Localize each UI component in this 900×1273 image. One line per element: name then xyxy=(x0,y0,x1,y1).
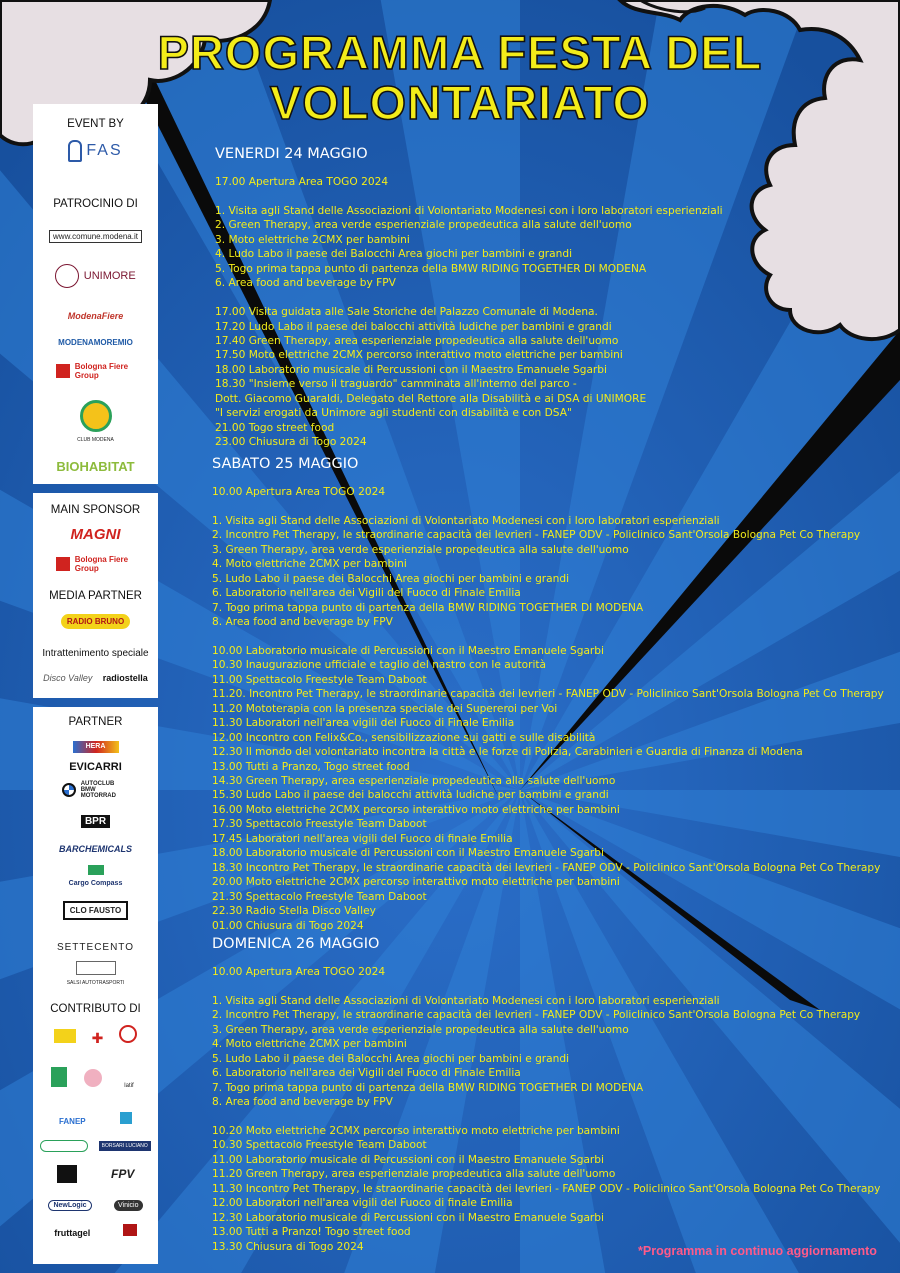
programme-line: 6. Laboratorio nell'area dei Vigili del Fuoco di Finale Emilia xyxy=(212,1067,521,1080)
club-modena-logo: CLUB MODENA xyxy=(33,400,158,443)
programme-line: 3. Green Therapy, area verde esperienziale propedeutica alla salute dell'uomo xyxy=(212,1023,629,1036)
programme-line: 2. Incontro Pet Therapy, le straordinarie capacità dei levrieri - FANEP ODV - Policlinico Sant'Orsola Bologna Pet Co Therapy xyxy=(212,1009,861,1022)
fruttagel-logo: fruttagel xyxy=(33,1223,158,1241)
programme-line: 11.30 Incontro Pet Therapy, le straordinarie capacità dei levrieri - FANEP ODV - Policlinico Sant'Orsola Bologna Pet Co Therapy xyxy=(212,1182,881,1195)
unimore-logo: UNIMORE xyxy=(33,264,158,288)
day-heading: VENERDI 24 MAGGIO xyxy=(215,146,368,162)
programme-line: 1. Visita agli Stand delle Associazioni di Volontariato Modenesi con i loro laboratori esperienziali xyxy=(212,514,720,527)
contributo-logos-row-2: latif xyxy=(33,1067,158,1097)
programme-line: 10.00 Laboratorio musicale di Percussioni con il Maestro Emanuele Sgarbi xyxy=(212,644,604,657)
programme-line: 12.30 Laboratorio musicale di Percussioni con il Maestro Emanuele Sgarbi xyxy=(212,1211,604,1224)
page-title xyxy=(140,28,780,128)
programme-line: Dott. Giacomo Guaraldi, Delegato del Rettore alla Disabilità e ai DSA di UNIMORE xyxy=(215,392,647,405)
programme-line: 4. Moto elettriche 2CMX per bambini xyxy=(212,1038,407,1051)
day-heading: SABATO 25 MAGGIO xyxy=(212,456,359,472)
biohabitat-logo: BIOHABITAT xyxy=(56,459,135,474)
programme-line: 6. Area food and beverage by FPV xyxy=(215,277,396,290)
cargo-compass-logo: Cargo Compass xyxy=(33,862,158,887)
programme-line: 12.00 Incontro con Felix&Co., sensibilizzazione sui gatti e sulle disabilità xyxy=(212,731,596,744)
programme-line: 11.20 Mototerapia con la presenza speciale dei Supereroi per Voi xyxy=(212,702,558,715)
programme-line: 12.30 Il mondo del volontariato incontra la città e le forze di Polizia, Carabinieri e Guardia di Finanza di Modena xyxy=(212,746,803,759)
partner-heading: PARTNER xyxy=(68,716,123,728)
programme-line: 12.00 Laboratori nell'area vigili del Fuoco di finale Emilia xyxy=(212,1197,513,1210)
fanep-logo: FANEP xyxy=(33,1111,158,1129)
bologna-fiere-logo-2: Bologna Fiere Group xyxy=(33,555,158,573)
media-partner-heading: MEDIA PARTNER xyxy=(49,590,142,602)
programme-line: 17.20 Ludo Labo il paese dei balocchi attività ludiche per bambini e grandi xyxy=(215,320,612,333)
title-line-1: PROGRAMMA FESTA DEL xyxy=(157,26,763,79)
borsari-logo: BORSARI LUCIANO xyxy=(33,1137,158,1155)
fpv-logo: FPV xyxy=(33,1165,158,1183)
programme-line: 10.30 Inaugurazione ufficiale e taglio del nastro con le autorità xyxy=(212,659,547,672)
sidebar-panel-sponsors xyxy=(33,104,158,484)
programme-line: 2. Green Therapy, area verde esperienziale propedeutica alla salute dell'uomo xyxy=(215,219,632,232)
programme-line: "I servizi erogati da Unimore agli studenti con disabilità e con DSA" xyxy=(215,407,572,420)
contributo-heading: CONTRIBUTO DI xyxy=(50,1003,141,1015)
programme-line: 4. Moto elettriche 2CMX per bambini xyxy=(212,558,407,571)
programme-line: 11.20. Incontro Pet Therapy, le straordinarie capacità dei levrieri - FANEP ODV - Policlinico Sant'Orsola Bologna Pet Co Therapy xyxy=(212,688,884,701)
patrocinio-heading: PATROCINIO DI xyxy=(53,198,138,210)
programme-line: 18.00 Laboratorio musicale di Percussioni con il Maestro Emanuele Sgarbi xyxy=(212,847,604,860)
programme-line: 18.30 Incontro Pet Therapy, le straordinarie capacità dei levrieri - FANEP ODV - Policlinico Sant'Orsola Bologna Pet Co Therapy xyxy=(212,861,881,874)
programme-line: 17.30 Spettacolo Freestyle Team Daboot xyxy=(212,818,427,831)
programme-line: 7. Togo prima tappa punto di partenza della BMW RIDING TOGETHER DI MODENA xyxy=(212,1081,644,1094)
intrattenimento-heading: Intrattenimento speciale xyxy=(42,648,149,659)
programme-line: 20.00 Moto elettriche 2CMX percorso interattivo moto elettriche per bambini xyxy=(212,876,620,889)
programme-line: 5. Ludo Labo il paese dei Balocchi Area giochi per bambini e grandi xyxy=(212,572,570,585)
barchemicals-logo: BARCHEMICALS xyxy=(59,844,132,854)
programme-line: 17.00 Apertura Area TOGO 2024 xyxy=(215,176,389,188)
programme-line: 23.00 Chiusura di Togo 2024 xyxy=(215,436,367,449)
programme-line: 18.00 Laboratorio musicale di Percussioni con il Maestro Emanuele Sgarbi xyxy=(215,363,607,376)
programme-line: 5. Togo prima tappa punto di partenza della BMW RIDING TOGETHER DI MODENA xyxy=(215,262,647,275)
programme-line: 3. Moto elettriche 2CMX per bambini xyxy=(215,233,410,246)
day-heading: DOMENICA 26 MAGGIO xyxy=(212,936,380,952)
footer-note: *Programma in continuo aggiornamento xyxy=(638,1244,877,1258)
sidebar-panel-partners xyxy=(33,707,158,1264)
programme-line: 17.00 Visita guidata alle Sale Storiche del Palazzo Comunale di Modena. xyxy=(215,306,598,319)
programme-line: 5. Ludo Labo il paese dei Balocchi Area giochi per bambini e grandi xyxy=(212,1052,570,1065)
programme-line: 22.30 Radio Stella Disco Valley xyxy=(212,905,376,918)
programme-line: 15.30 Ludo Labo il paese dei balocchi attività ludiche per bambini e grandi xyxy=(212,789,609,802)
programme-line: 21.30 Spettacolo Freestyle Team Daboot xyxy=(212,890,427,903)
newlogic-logo: NewLogic Vinicio xyxy=(33,1197,158,1215)
programme-line: 13.30 Chiusura di Togo 2024 xyxy=(212,1240,364,1253)
contributo-logos-row-1: ✚ xyxy=(33,1025,158,1048)
title-line-2: VOLONTARIATO xyxy=(269,76,651,129)
programme-line: 11.30 Laboratori nell'area vigili del Fuoco di Finale Emilia xyxy=(212,717,515,730)
programme-line: 21.00 Togo street food xyxy=(215,421,335,434)
programme-line: 7. Togo prima tappa punto di partenza della BMW RIDING TOGETHER DI MODENA xyxy=(212,601,644,614)
programme-line: 16.00 Moto elettriche 2CMX percorso interattivo moto elettriche per bambini xyxy=(212,803,620,816)
event-by-heading: EVENT BY xyxy=(67,118,124,130)
bologna-fiere-logo: Bologna Fiere Group xyxy=(33,362,158,380)
programme-line: 14.30 Green Therapy, area esperienziale propedeutica alla salute dell'uomo xyxy=(212,775,616,787)
modenafiere-logo: ModenaFiere xyxy=(67,311,124,321)
programme-line: 11.00 Laboratorio musicale di Percussioni con il Maestro Emanuele Sgarbi xyxy=(212,1153,604,1166)
main-sponsor-heading: MAIN SPONSOR xyxy=(50,504,141,516)
programme-line: 10.00 Apertura Area TOGO 2024 xyxy=(212,486,386,498)
modenamoremio-logo: MODENAMOREMIO xyxy=(58,338,133,347)
settecento-logo: SETTECENTO xyxy=(56,942,135,953)
programme-line: 3. Green Therapy, area verde esperienziale propedeutica alla salute dell'uomo xyxy=(212,543,629,556)
programme-line: 1. Visita agli Stand delle Associazioni di Volontariato Modenesi con i loro laboratori esperienziali xyxy=(215,204,723,217)
programme-line: 13.00 Tutti a Pranzo! Togo street food xyxy=(212,1226,411,1239)
programme-line: 01.00 Chiusura di Togo 2024 xyxy=(212,919,364,932)
clo-fausto-logo: CLO FAUSTO xyxy=(33,900,158,920)
programme-line: 11.20 Green Therapy, area esperienziale propedeutica alla salute dell'uomo xyxy=(212,1168,616,1181)
radio-bruno-logo: RADIO BRUNO xyxy=(33,611,158,629)
fas-logo: FAS xyxy=(33,140,158,162)
comune-modena-logo: www.comune.modena.it xyxy=(33,226,158,244)
sidebar-panel-main-sponsor xyxy=(33,493,158,698)
programme-line: 10.20 Moto elettriche 2CMX percorso interattivo moto elettriche per bambini xyxy=(212,1124,620,1137)
programme-line: 4. Ludo Labo il paese dei Balocchi Area giochi per bambini e grandi xyxy=(215,248,573,261)
programme-line: 8. Area food and beverage by FPV xyxy=(212,616,393,629)
magni-logo: MAGNI xyxy=(70,526,121,543)
disco-valley-logo: Disco Valley radiostella xyxy=(43,673,148,683)
autoclub-bmw-logo: AUTOCLUB BMW MOTORRAD xyxy=(33,781,158,799)
programme-line: 17.45 Laboratori nell'area vigili del Fuoco di finale Emilia xyxy=(212,832,513,845)
evicarri-logo: EVICARRI xyxy=(69,761,122,773)
hera-logo: HERA xyxy=(33,735,158,753)
programme-line: 18.30 "Insieme verso il traguardo" camminata all'interno del parco - xyxy=(215,378,577,391)
salsi-logo: SALSI AUTOTRASPORTI xyxy=(33,961,158,986)
bpr-logo: BPR xyxy=(33,811,158,829)
programme-line: 10.00 Apertura Area TOGO 2024 xyxy=(212,966,386,978)
programme-line: 1. Visita agli Stand delle Associazioni di Volontariato Modenesi con i loro laboratori esperienziali xyxy=(212,994,720,1007)
programme-line: 17.40 Green Therapy, area esperienziale propedeutica alla salute dell'uomo xyxy=(215,334,619,347)
programme-line: 6. Laboratorio nell'area dei Vigili del Fuoco di Finale Emilia xyxy=(212,587,521,600)
programme-line: 10.30 Spettacolo Freestyle Team Daboot xyxy=(212,1139,427,1152)
programme-line: 11.00 Spettacolo Freestyle Team Daboot xyxy=(212,673,427,686)
programme-line: 13.00 Tutti a Pranzo, Togo street food xyxy=(212,760,410,773)
programme-line: 17.50 Moto elettriche 2CMX percorso interattivo moto elettriche per bambini xyxy=(215,349,623,362)
programme-line: 2. Incontro Pet Therapy, le straordinarie capacità dei levrieri - FANEP ODV - Policlinico Sant'Orsola Bologna Pet Co Therapy xyxy=(212,529,861,542)
programme-line: 8. Area food and beverage by FPV xyxy=(212,1096,393,1109)
